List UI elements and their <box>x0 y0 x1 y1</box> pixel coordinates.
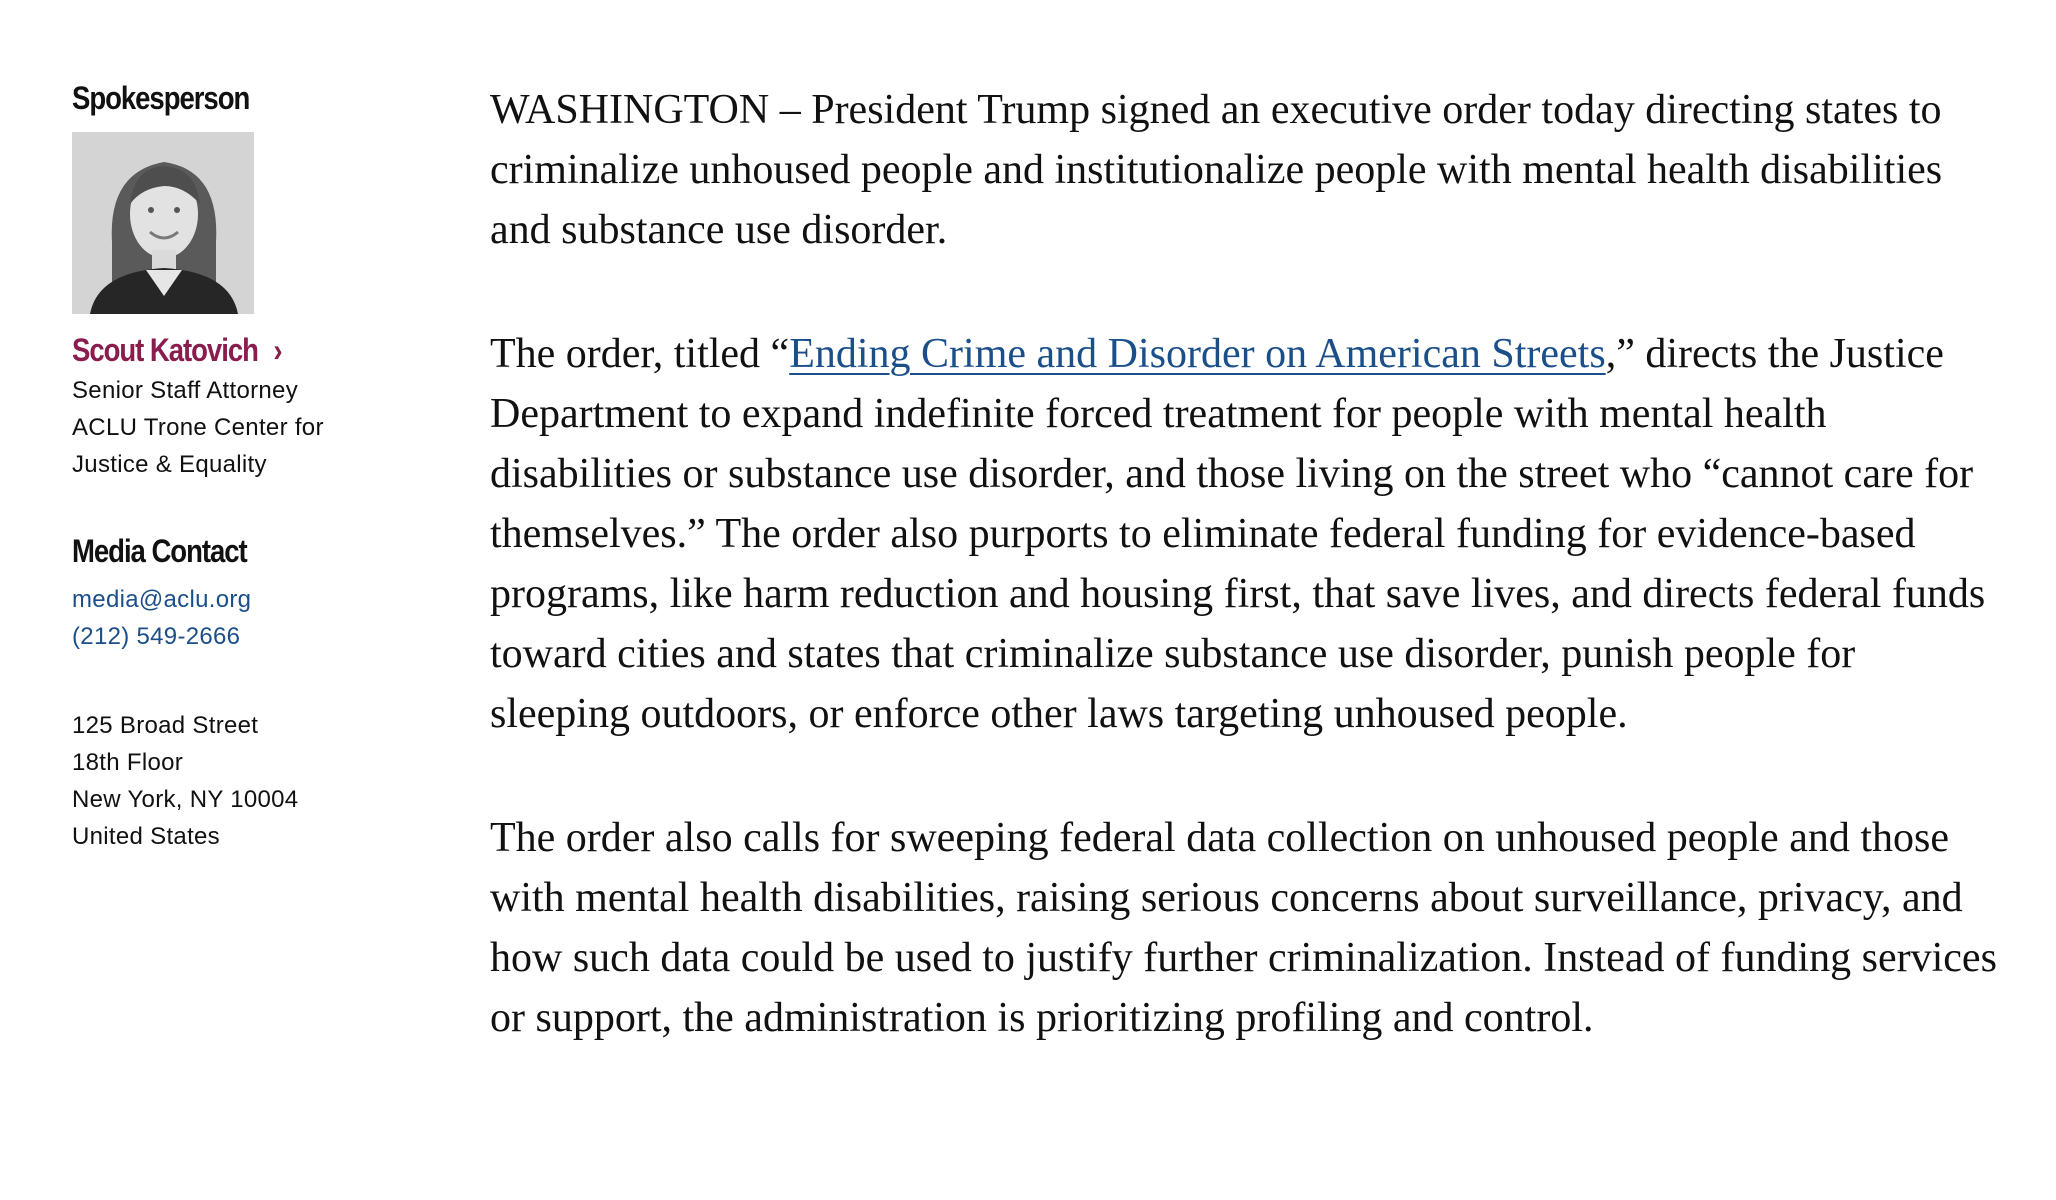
article-paragraph-2 <box>490 324 2000 744</box>
paragraph-text: The order, titled “ <box>490 331 790 377</box>
article-paragraph-1: WASHINGTON – President Trump signed an executive order today directing states to criminalize unhoused people and institutionalize people with mental health disabilities and substance use disorder. <box>490 87 1943 253</box>
address-line: New York, NY 10004 <box>72 786 299 813</box>
article-paragraph-3: The order also calls for sweeping federal data collection on unhoused people and those with mental health disabilities, raising serious concerns about surveillance, privacy, and how such data could be used to justify further criminalization. Instead of funding services or support, the administration is prioritizing profiling and control. <box>490 815 1997 1041</box>
media-email-link[interactable]: media@aclu.org <box>72 586 252 613</box>
media-contact-links <box>72 581 412 655</box>
spokesperson-photo[interactable] <box>72 132 254 314</box>
address <box>72 707 412 855</box>
paragraph-text: ,” directs the Justice Department to expand indefinite forced treatment for people with mental health disabilities or substance use disorder, and those living on the street who “cannot care for themselves.” The order also purports to eliminate federal funding for evidence-based programs, like harm reduction and housing first, that save lives, and directs federal funds toward cities and states that criminalize substance use disorder, punish people for sleeping outdoors, or enforce other laws targeting unhoused people. <box>490 331 1986 737</box>
chevron-right-icon[interactable]: › <box>273 332 282 368</box>
spokesperson-name-link[interactable] <box>72 328 364 372</box>
spokesperson-title-line: Senior Staff Attorney <box>72 377 298 404</box>
address-line: United States <box>72 823 220 850</box>
spokesperson-heading: Spokesperson <box>72 80 250 116</box>
spokesperson-title <box>72 372 412 483</box>
spokesperson-name[interactable]: Scout Katovich <box>72 332 258 368</box>
spokesperson-title-line: Justice & Equality <box>72 451 267 478</box>
address-line: 125 Broad Street <box>72 712 259 739</box>
address-line: 18th Floor <box>72 749 184 776</box>
media-phone-link[interactable]: (212) 549-2666 <box>72 623 241 650</box>
media-contact-heading: Media Contact <box>72 533 247 569</box>
sidebar <box>72 74 412 855</box>
executive-order-link[interactable]: Ending Crime and Disorder on American Streets <box>789 331 1606 377</box>
article-body <box>490 80 2000 1112</box>
spokesperson-title-line: ACLU Trone Center for <box>72 414 324 441</box>
